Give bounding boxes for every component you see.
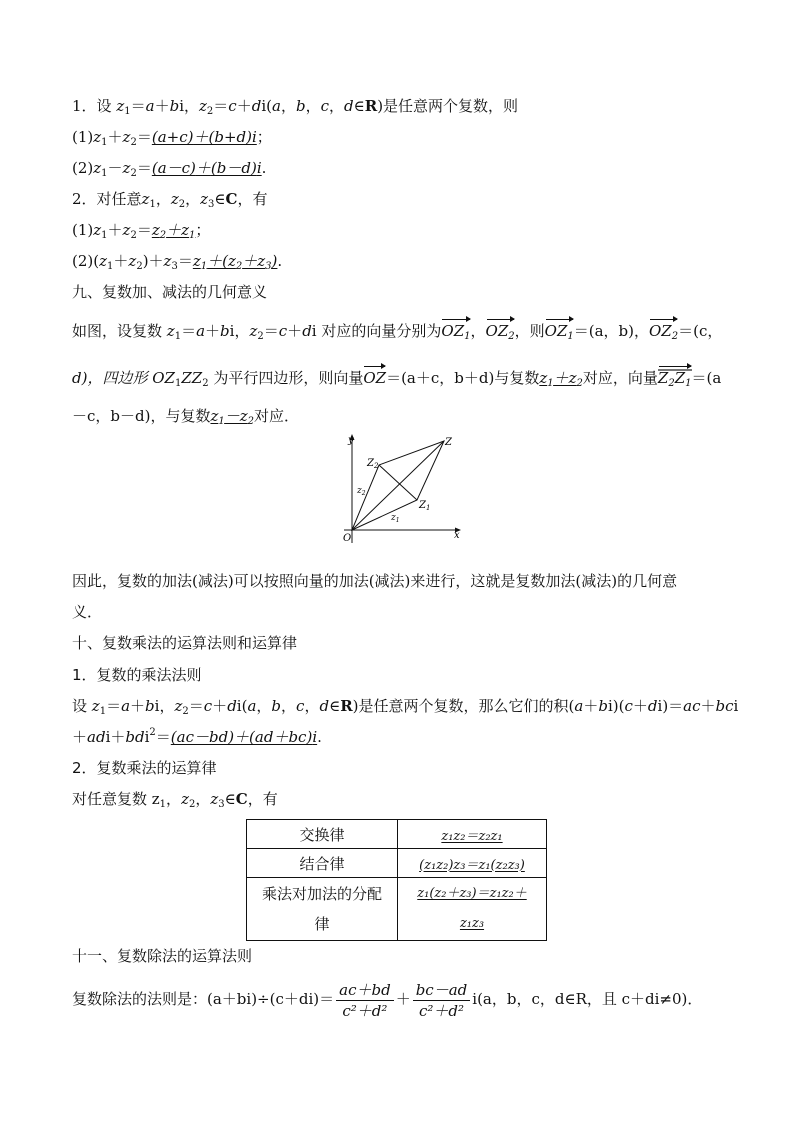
answer-add: (a+c)＋(b+d)i [151,128,257,146]
law-formula: z₁(z₂＋z₃)＝z₁z₂＋ z₁z₃ [398,878,547,941]
fraction-real-part: $\frac{ac+bd}{\text{c²＋d²}}$ [336,980,394,1021]
rule-sub: $(2)z_1-z_2=(a-c)+(b-d)i$. [72,159,267,179]
multiplication-laws-intro: 对任意复数 $z_1$，$z_2$，$z_3\in C$，有 [72,790,278,810]
law-name: 交换律 [247,820,398,849]
diagonal-z2z1 [379,465,417,500]
answer-product: (ac－bd)＋(ad＋bc)i [170,728,318,746]
edge-z2-label: $z_2$ [357,486,366,497]
section10-sub2-title: 2．复数乘法的运算律 [72,759,217,777]
answer-diff-complex: $z_1-z_2$ [210,407,255,427]
division-rule: 复数除法的法则是：(a＋bi)÷(c＋di)＝ $\frac{ac+bd}{\text{c²＋d²}}$ ＋ $\frac{bc-ad}{\text{c²＋d²}}$ i(a，b，c，d∈R，且 c＋di≠0)． [72,980,703,1020]
multiplication-rule-line2: ＋adi＋bdi$^2$＝(ac－bd)＋(ad＋bc)i. [72,727,322,746]
answer-sub: (a－c)＋(b－d)i [151,159,262,177]
answer-commutative: $z_2+z_1$ [151,221,196,241]
origin-label: O [343,533,352,544]
section9-line1: 如图，设复数 $z_1=a+bi$，$z_2=c+di$ 对应的向量分别为$OZ_1$，$OZ_2$，则$OZ_1=(a$，b)，$OZ_2=(c$， [72,322,723,342]
arbitrary-intro: 2．对任意$z_1$，$z_2$，$z_3\in C$，有 [72,190,268,210]
law-formula: z₁z₂＝z₂z₁ [398,820,547,849]
point-z2-label: $Z_2$ [367,458,379,470]
commutative-add: $(1)z_1+z_2=z_2+z_1$； [72,221,211,241]
table-row [247,878,547,941]
answer-associative: $z_1+(z_2+z_3)$ [192,252,278,272]
x-axis-label: x [454,530,460,541]
law-formula: (z₁z₂)z₃＝z₁(z₂z₃) [398,849,547,878]
section9-line2: d)，四边形 $OZ_1ZZ_2$ 为平行四边形，则向量OZ＝(a＋c，b＋d)与复数$z_1+z_2$对应，向量$Z_2Z_1=(a$ [72,369,722,389]
answer-sum-complex: $z_1+z_2$ [539,369,583,389]
section9-conclusion-2: 义． [72,603,103,621]
fraction-imag-part: $\frac{bc-ad}{\text{c²＋d²}}$ [413,980,471,1021]
y-axis-label: y [348,435,354,446]
law-name: 结合律 [247,849,398,878]
table-row [247,820,547,849]
rule-add-sub-intro: 1．设 $z_1=a+bi$，$z_2=c+di(a$，b，c，d∈R)是任意两个复数，则 [72,97,519,117]
section9-conclusion-1: 因此，复数的加法(减法)可以按照向量的加法(减法)来进行，这就是复数加法(减法)的几何意 [72,572,678,590]
parallelogram-figure [336,431,464,549]
edge-z1-label: $z_1$ [391,513,400,524]
rule-add: $(1)z_1+z_2=(a+c)+(b+d)i$； [72,128,272,148]
multiplication-rule-line1: 设 $z_1=a+bi$，$z_2=c+di(a$，b，c，d∈R)是任意两个复数，那么它们的积(a＋bi)(c＋di)＝ac＋bci [72,697,739,717]
table-row [247,849,547,878]
x-axis [344,528,461,533]
section10-title: 十、复数乘法的运算法则和运算律 [72,634,298,652]
point-z1-label: $Z_1$ [419,500,431,512]
section10-sub1-title: 1．复数的乘法法则 [72,666,202,684]
section11-title: 十一、复数除法的运算法则 [72,947,253,965]
multiplication-laws-table [246,819,547,941]
associative-add: $(2)(z_1+z_2)+z_3=z_1+(z_2+z_3)$. [72,252,283,272]
section9-line3: －c，b－d)，与复数$z_1-z_2$对应． [72,407,300,427]
section9-title: 九、复数加、减法的几何意义 [72,283,268,301]
point-z-label: Z [445,437,452,448]
law-name: 乘法对加法的分配 律 [247,878,398,941]
